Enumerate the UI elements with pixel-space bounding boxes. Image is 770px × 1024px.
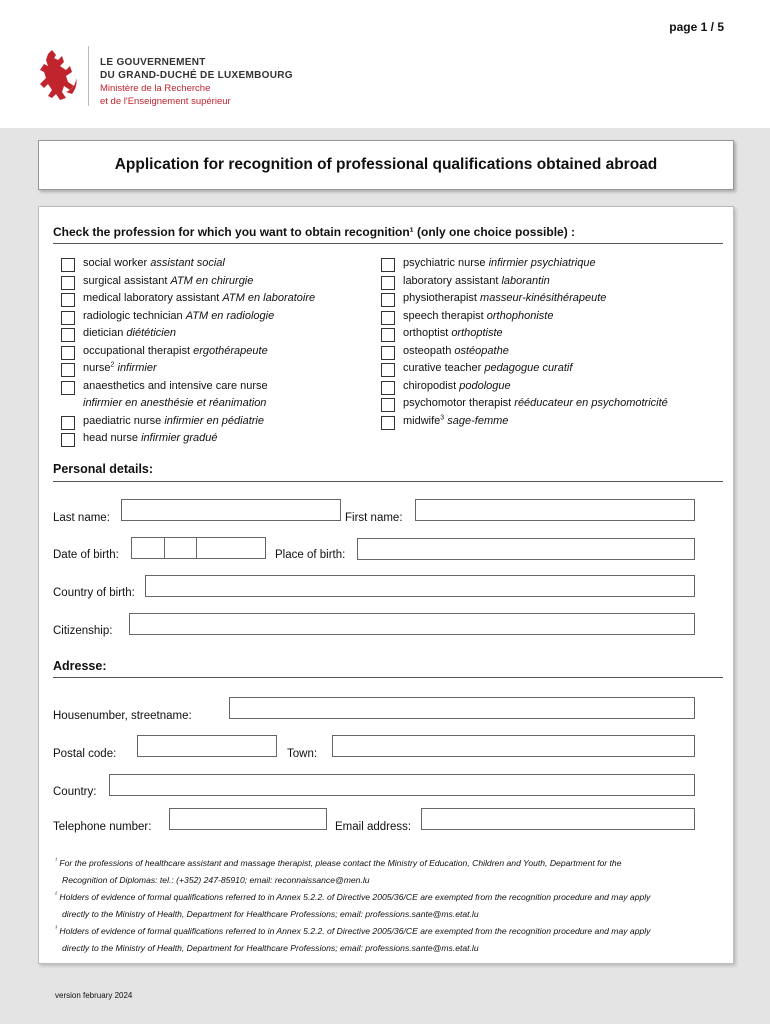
- letterhead: [0, 0, 770, 128]
- profession-option: [61, 432, 315, 450]
- profession-label: paediatric nurse infirmier en pédiatrie: [83, 414, 264, 427]
- profession-checkbox[interactable]: [61, 293, 75, 307]
- government-name: LE GOUVERNEMENT DU GRAND-DUCHÉ DE LUXEMBOURG Ministère de la Recherche et de l'Enseignement supérieur: [100, 57, 293, 107]
- profession-list-left: [61, 257, 315, 450]
- profession-checkbox[interactable]: [61, 258, 75, 272]
- section-divider: [53, 481, 723, 482]
- place-of-birth-field[interactable]: [357, 538, 695, 560]
- profession-label: nurse$^2$ infirmier: [83, 361, 157, 374]
- page-number: page 1 / 5: [669, 20, 724, 34]
- birth-month-field[interactable]: [164, 537, 197, 559]
- profession-label: anaesthetics and intensive care nurse infirmier en anesthésie et réanimation: [83, 379, 268, 409]
- profession-label: medical laboratory assistant ATM en laboratoire: [83, 292, 316, 304]
- profession-checkbox[interactable]: [381, 293, 395, 307]
- telephone-label: Telephone number:: [53, 821, 152, 833]
- address-heading: Adresse:: [53, 659, 107, 673]
- profession-label: dietician diététicien: [83, 327, 176, 339]
- title-box: [38, 140, 734, 190]
- email-label: Email address:: [335, 821, 412, 833]
- profession-checkbox[interactable]: [381, 346, 395, 360]
- profession-checkbox[interactable]: [381, 363, 395, 377]
- country-field[interactable]: [109, 774, 695, 796]
- footnote-1: $^{^1}$ For the professions of healthcare assistant and massage therapist, please contact the Ministry of Education, Children and Youth, Department for the Recognition of Diplomas: tel.: (+352) 247-85910; email: reconnaissance@men.lu: [55, 858, 622, 885]
- profession-checkbox[interactable]: [61, 381, 75, 395]
- citizenship-field[interactable]: [129, 613, 695, 635]
- profession-list-right: [381, 257, 668, 432]
- profession-checkbox[interactable]: [61, 311, 75, 325]
- profession-label: curative teacher pedagogue curatif: [403, 362, 573, 374]
- postal-code-field[interactable]: [137, 735, 277, 757]
- profession-label: speech therapist orthophoniste: [403, 309, 554, 322]
- profession-instruction: Check the profession for which you want to obtain recognition¹ (only one choice possible) :: [53, 225, 576, 239]
- first-name-label: First name:: [345, 512, 403, 524]
- footnote-2: $^{^2}$ Holders of evidence of formal qualifications referred to in Annex 5.2.2. of Directive 2005/36/CE are exempted from the recognition procedure and may apply directly to the Ministry of Health, Department for Healthcare Professions; email: professions.sante@ms.etat.lu: [55, 892, 651, 919]
- version-note: version february 2024: [55, 991, 133, 1000]
- profession-label: osteopath ostéopathe: [403, 344, 509, 357]
- birth-day-field[interactable]: [131, 537, 165, 559]
- profession-option: [381, 415, 668, 433]
- profession-label: occupational therapist ergothérapeute: [83, 344, 268, 357]
- birth-year-field[interactable]: [196, 537, 266, 559]
- footnotes: [55, 855, 715, 957]
- country-of-birth-label: Country of birth:: [53, 587, 135, 599]
- profession-checkbox[interactable]: [61, 416, 75, 430]
- logo-divider: [88, 46, 89, 106]
- red-lion-logo-icon: [36, 48, 80, 102]
- profession-option: [61, 380, 315, 415]
- profession-checkbox[interactable]: [61, 363, 75, 377]
- profession-label: psychomotor therapist rééducateur en psychomotricité: [403, 397, 668, 409]
- country-label: Country:: [53, 786, 97, 798]
- profession-checkbox[interactable]: [381, 416, 395, 430]
- profession-label: midwife$^3$ sage-femme: [403, 413, 509, 427]
- profession-label: laboratory assistant laborantin: [403, 274, 550, 287]
- profession-label: social worker assistant social: [83, 257, 225, 269]
- date-of-birth-label: Date of birth:: [53, 549, 119, 561]
- section-divider: [53, 677, 723, 678]
- profession-checkbox[interactable]: [381, 311, 395, 325]
- profession-label: head nurse infirmier gradué: [83, 432, 218, 444]
- personal-details-heading: Personal details:: [53, 462, 154, 476]
- email-field[interactable]: [421, 808, 695, 830]
- profession-label: psychiatric nurse infirmier psychiatrique: [403, 257, 596, 269]
- profession-checkbox[interactable]: [61, 346, 75, 360]
- profession-checkbox[interactable]: [61, 328, 75, 342]
- section-divider: [53, 243, 723, 244]
- last-name-label: Last name:: [53, 512, 110, 524]
- form-panel: [38, 206, 734, 1000]
- town-field[interactable]: [332, 735, 695, 757]
- first-name-field[interactable]: [415, 499, 695, 521]
- profession-label: physiotherapist masseur-kinésithérapeute: [403, 292, 607, 304]
- profession-label: orthoptist orthoptiste: [403, 327, 503, 339]
- street-label: Housenumber, streetname:: [53, 710, 192, 722]
- profession-checkbox[interactable]: [381, 258, 395, 272]
- profession-checkbox[interactable]: [381, 398, 395, 412]
- place-of-birth-label: Place of birth:: [275, 549, 346, 561]
- form-title: Application for recognition of professional qualifications obtained abroad: [114, 156, 658, 173]
- postal-code-label: Postal code:: [53, 748, 117, 760]
- profession-checkbox[interactable]: [61, 276, 75, 290]
- telephone-field[interactable]: [169, 808, 327, 830]
- last-name-field[interactable]: [121, 499, 341, 521]
- footnote-3: $^{^3}$ Holders of evidence of formal qualifications referred to in Annex 5.2.2. of Directive 2005/36/CE are exempted from the recognition procedure and may apply directly to the Ministry of Health, Department for Healthcare Professions; email: professions.sante@ms.etat.lu: [55, 926, 651, 953]
- citizenship-label: Citizenship:: [53, 625, 113, 637]
- country-of-birth-field[interactable]: [145, 575, 695, 597]
- profession-checkbox[interactable]: [381, 328, 395, 342]
- profession-label: surgical assistant ATM en chirurgie: [83, 274, 254, 287]
- town-label: Town:: [287, 748, 318, 760]
- profession-label: radiologic technician ATM en radiologie: [83, 309, 275, 322]
- profession-checkbox[interactable]: [61, 433, 75, 447]
- profession-label: chiropodist podologue: [403, 379, 511, 392]
- profession-checkbox[interactable]: [381, 276, 395, 290]
- street-field[interactable]: [229, 697, 695, 719]
- profession-checkbox[interactable]: [381, 381, 395, 395]
